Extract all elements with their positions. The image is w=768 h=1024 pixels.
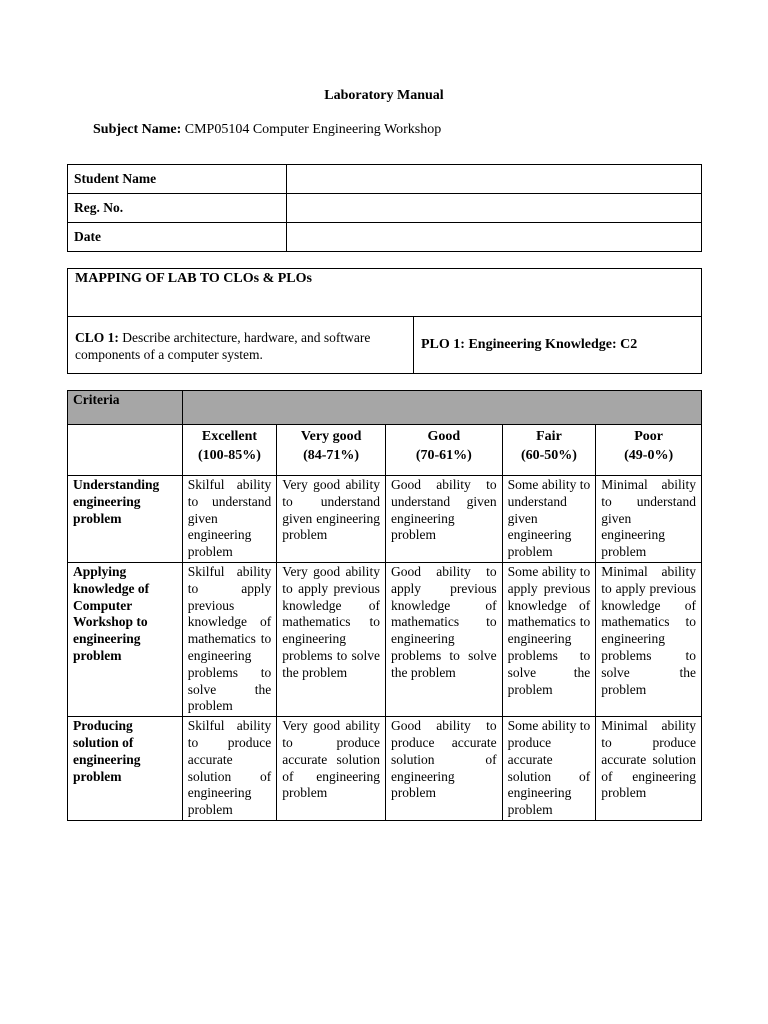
clo-text: Describe architecture, hardware, and software components of a computer system.: [75, 330, 371, 362]
reg-no-label: Reg. No.: [68, 194, 287, 223]
level-good: [385, 425, 502, 476]
level-range: (70-61%): [415, 447, 472, 463]
clo-cell: [68, 317, 414, 374]
level-fair: [502, 425, 596, 476]
rubric-cell: Minimal ability to understand given engineering problem: [596, 476, 702, 563]
reg-no-field[interactable]: [287, 194, 702, 223]
level-name: Poor: [634, 429, 663, 444]
rubric-cell: Some ability to produce accurate solution of engineering problem: [502, 717, 596, 821]
level-name: Good: [427, 429, 461, 444]
page-title: Laboratory Manual: [324, 88, 444, 103]
criterion-cell: Understanding engineering problem: [68, 476, 183, 563]
rubric-cell: Skilful ability to understand given engineering problem: [182, 476, 277, 563]
rubric-cell: Minimal ability to produce accurate solution of engineering problem: [596, 717, 702, 821]
rubric-cell: Very good ability to produce accurate solution of engineering problem: [277, 717, 386, 821]
level-range: (60-50%): [520, 447, 577, 463]
rubric-cell: Very good ability to understand given engineering problem: [277, 476, 386, 563]
student-name-label: Student Name: [68, 165, 287, 194]
student-info-table: [67, 164, 702, 252]
header-gray-band: [182, 391, 701, 425]
rubric-cell: Good ability to understand given engineering problem: [385, 476, 502, 563]
subject-line: [93, 122, 441, 138]
plo-cell: PLO 1: Engineering Knowledge: C2: [414, 317, 702, 374]
reg-no-row: [68, 194, 702, 223]
rubric-row-understanding: [68, 476, 702, 563]
rubric-cell: Very good ability to apply previous knowledge of mathematics to engineering problems to solve the problem: [277, 562, 386, 716]
criterion-cell: Producing solution of engineering problem: [68, 717, 183, 821]
rubric-cell: Skilful ability to produce accurate solution of engineering problem: [182, 717, 277, 821]
levels-row: [68, 425, 702, 476]
mapping-table: [67, 268, 702, 374]
rubric-table: [67, 390, 702, 821]
subject-label: Subject Name:: [93, 122, 182, 137]
date-label: Date: [68, 223, 287, 252]
clo-label: CLO 1:: [75, 330, 119, 345]
rubric-cell: Skilful ability to apply previous knowledge of mathematics to engineering problems to solve the problem: [182, 562, 277, 716]
student-name-row: [68, 165, 702, 194]
criteria-heading: Criteria: [68, 391, 183, 425]
subject-value: CMP05104 Computer Engineering Workshop: [184, 122, 442, 137]
level-range: (84-71%): [303, 447, 360, 463]
level-range: (100-85%): [197, 447, 261, 463]
student-name-field[interactable]: [287, 165, 702, 194]
rubric-header-row: [68, 391, 702, 425]
rubric-cell: Good ability to produce accurate solution of engineering problem: [385, 717, 502, 821]
level-poor: [596, 425, 702, 476]
rubric-cell: Minimal ability to apply previous knowledge of mathematics to engineering problems to solve the problem: [596, 562, 702, 716]
level-very-good: [277, 425, 386, 476]
level-excellent: [182, 425, 277, 476]
date-row: [68, 223, 702, 252]
rubric-cell: Some ability to understand given engineering problem: [502, 476, 596, 563]
level-name: Excellent: [201, 429, 258, 444]
rubric-cell: Good ability to apply previous knowledge of mathematics to engineering problems to solve the problem: [385, 562, 502, 716]
mapping-heading: MAPPING OF LAB TO CLOs & PLOs: [68, 269, 702, 317]
rubric-row-producing: [68, 717, 702, 821]
rubric-row-applying: [68, 562, 702, 716]
level-name: Fair: [536, 429, 562, 444]
rubric-cell: Some ability to apply previous knowledge of mathematics to engineering problems to solve the problem: [502, 562, 596, 716]
level-name: Very good: [300, 429, 362, 444]
levels-empty-cell: [68, 425, 183, 476]
criterion-cell: Applying knowledge of Computer Workshop to engineering problem: [68, 562, 183, 716]
level-range: (49-0%): [624, 447, 674, 463]
date-field[interactable]: [287, 223, 702, 252]
